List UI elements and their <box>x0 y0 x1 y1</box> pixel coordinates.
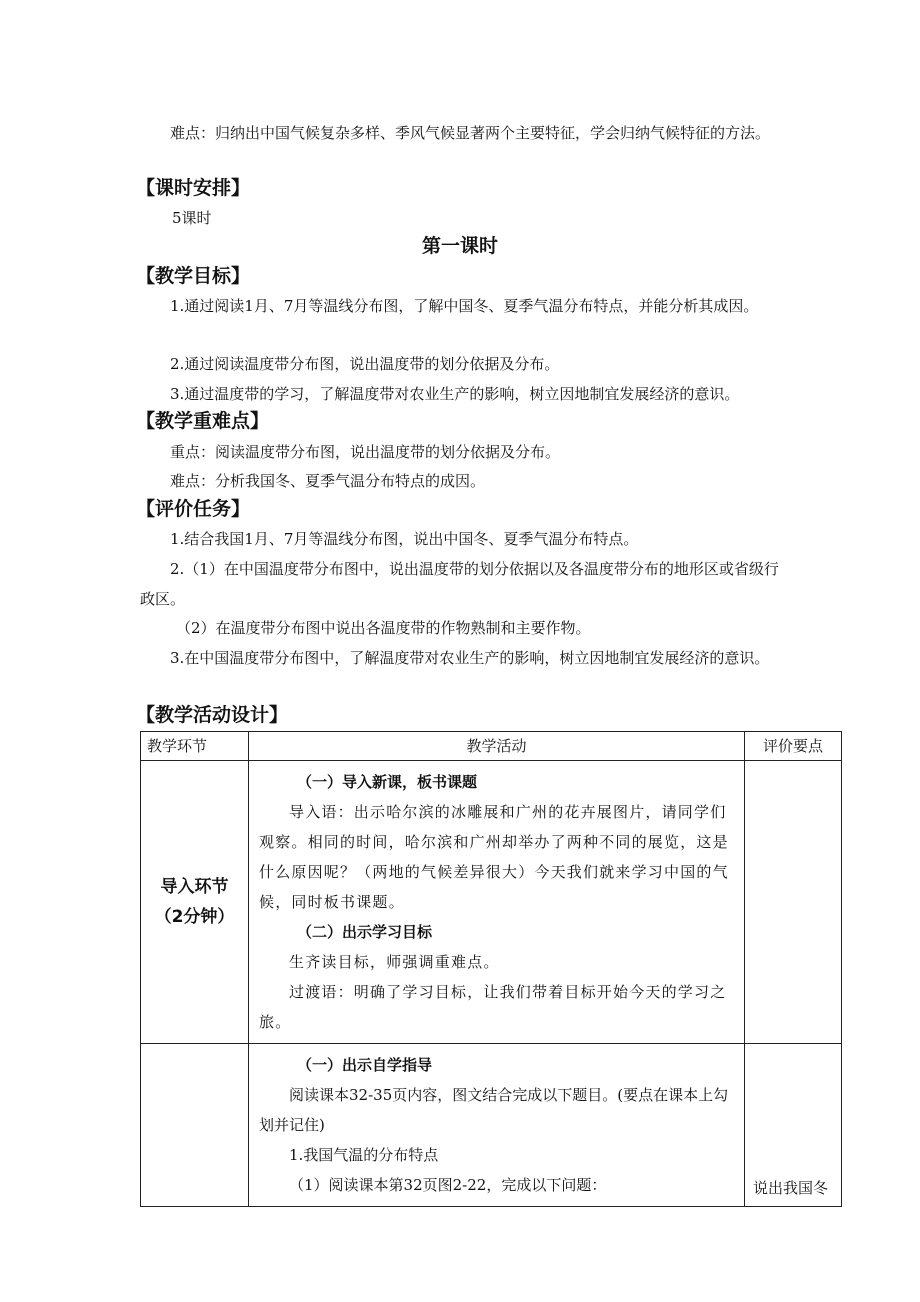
evaluation-cell: 说出我国冬 <box>745 1044 842 1207</box>
activity-subheading: （一）出示自学指导 <box>297 1056 433 1074</box>
stage-name: 导入环节 <box>160 877 229 897</box>
activity-text: 导入语：出示哈尔滨的冰雕展和广州的花卉展图片，请同学们观察。相同的时间，哈尔滨和广州却举办了两种不同的展览，这是什么原因呢？（两地的气候差异很大）今天我们就来学习中国的气候，同时板书课题。 <box>259 803 729 911</box>
activity-text: 阅读课本32-35页内容，图文结合完成以下题目。(要点在课本上勾划并记住) <box>259 1086 729 1134</box>
table-header-row <box>141 732 842 761</box>
key-point-difficulty: 难点：分析我国冬、夏季气温分布特点的成因。 <box>170 472 486 490</box>
stage-cell <box>141 761 249 1044</box>
activity-subheading: （一）导入新课，板书课题 <box>297 773 478 791</box>
objective-item: 2.通过阅读温度带分布图，说出温度带的划分依据及分布。 <box>170 355 560 373</box>
column-header-stage: 教学环节 <box>141 732 249 761</box>
activity-text: 1.我国气温的分布特点 <box>289 1146 439 1164</box>
schedule-value: 5课时 <box>172 209 212 227</box>
evaluation-item: 3.在中国温度带分布图中，了解温度带对农业生产的影响，树立因地制宜发展经济的意识。 <box>170 649 770 667</box>
key-point-focus: 重点：阅读温度带分布图，说出温度带的划分依据及分布。 <box>170 443 561 461</box>
evaluation-item: （2）在温度带分布图中说出各温度带的作物熟制和主要作物。 <box>176 619 591 637</box>
activity-text: 过渡语：明确了学习目标，让我们带着目标开始今天的学习之旅。 <box>259 983 727 1031</box>
activity-text: 生齐读目标，师强调重难点。 <box>289 953 500 971</box>
evaluation-item: 1.结合我国1月、7月等温线分布图，说出中国冬、夏季气温分布特点。 <box>170 530 639 548</box>
activity-cell <box>249 1044 745 1207</box>
column-header-activity: 教学活动 <box>249 732 745 761</box>
table-row <box>141 761 842 1044</box>
objective-item: 3.通过温度带的学习，了解温度带对农业生产的影响，树立因地制宜发展经济的意识。 <box>170 385 740 403</box>
activity-design-heading: 【教学活动设计】 <box>136 704 289 726</box>
column-header-evaluation: 评价要点 <box>745 732 842 761</box>
objective-item: 1.通过阅读1月、7月等温线分布图，了解中国冬、夏季气温分布特点，并能分析其成因。 <box>170 297 759 315</box>
activity-text: （1）阅读课本第32页图2-22，完成以下问题： <box>289 1176 607 1194</box>
objectives-heading: 【教学目标】 <box>136 265 251 287</box>
lesson-title: 第一课时 <box>421 235 498 257</box>
intro-difficulty: 难点：归纳出中国气候复杂多样、季风气候显著两个主要特征，学会归纳气候特征的方法。 <box>170 124 771 142</box>
activity-subheading: （二）出示学习目标 <box>297 923 433 941</box>
evaluation-cell <box>745 761 842 1044</box>
activity-cell <box>249 761 745 1044</box>
schedule-heading: 【课时安排】 <box>136 177 251 199</box>
stage-cell <box>141 1044 249 1207</box>
activity-table <box>140 731 842 1207</box>
key-points-heading: 【教学重难点】 <box>136 410 270 432</box>
stage-duration: （2分钟） <box>154 907 235 927</box>
evaluation-item: 2.（1）在中国温度带分布图中，说出温度带的划分依据以及各温度带分布的地形区或省级行政区。 <box>140 560 779 608</box>
table-row <box>141 1044 842 1207</box>
evaluation-heading: 【评价任务】 <box>136 498 251 520</box>
